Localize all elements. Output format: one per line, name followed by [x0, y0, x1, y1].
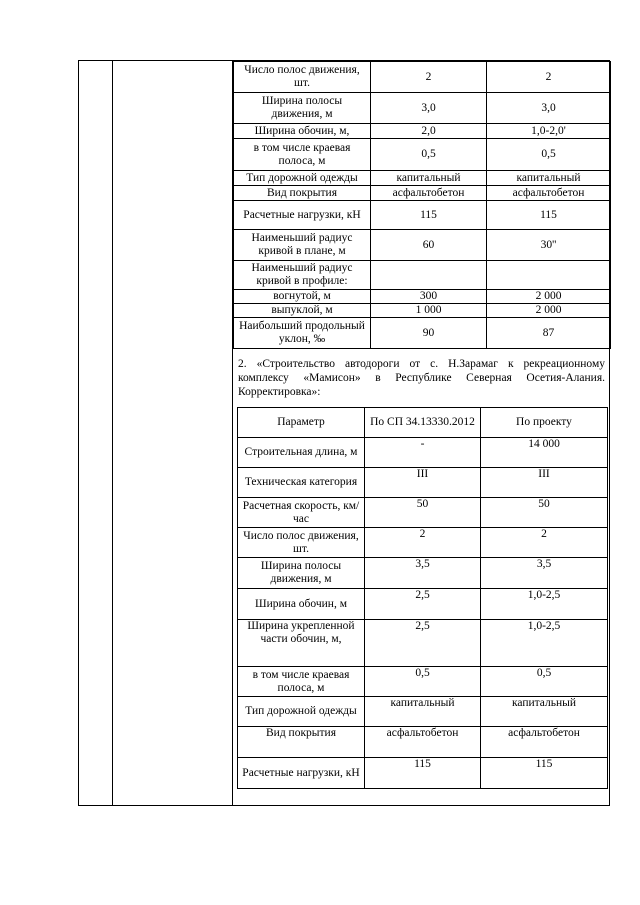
sp-cell: III — [365, 468, 481, 498]
sp-cell: - — [365, 438, 481, 468]
table-row — [234, 261, 611, 290]
sp-cell: 115 — [371, 201, 487, 230]
column-divider-1 — [112, 61, 113, 805]
param-cell: Техническая категория — [238, 468, 365, 498]
table-row — [234, 290, 611, 304]
table-row — [234, 124, 611, 139]
column-header-sp: По СП 34.13330.2012 — [365, 408, 481, 438]
project-cell: 2 — [487, 62, 611, 93]
table-row — [238, 498, 608, 528]
table-row — [234, 304, 611, 318]
project-cell: 0,5 — [481, 667, 608, 697]
param-cell: Наименьший радиус кривой в профиле: — [234, 261, 371, 290]
column-header-project: По проекту — [481, 408, 608, 438]
table-row — [238, 528, 608, 558]
param-cell: Ширина обочин, м — [238, 589, 365, 620]
param-cell: Тип дорожной одежды — [234, 171, 371, 186]
section-2-heading: 2. «Строительство автодороги от с. Н.Зарамаг к рекреационному комплексу «Мамисон» в Республике Северная Осетия-Алания. Корректировка»: — [238, 358, 605, 398]
parameters-table-2 — [237, 407, 608, 789]
sp-cell: 60 — [371, 230, 487, 261]
sp-cell: 2,0 — [371, 124, 487, 139]
table-row — [238, 697, 608, 727]
table-row — [234, 171, 611, 186]
sp-cell: 2,5 — [365, 589, 481, 620]
project-cell: капитальный — [487, 171, 611, 186]
param-cell: в том числе краевая полоса, м — [234, 139, 371, 171]
param-cell: в том числе краевая полоса, м — [238, 667, 365, 697]
param-cell: выпуклой, м — [234, 304, 371, 318]
table-row — [238, 589, 608, 620]
outer-table-frame — [78, 60, 610, 806]
sp-cell: 0,5 — [371, 139, 487, 171]
table-row — [238, 468, 608, 498]
table-row — [234, 318, 611, 349]
project-cell: 115 — [487, 201, 611, 230]
table-row — [234, 62, 611, 93]
project-cell: 1,0-2,5 — [481, 620, 608, 667]
project-cell: 115 — [481, 758, 608, 789]
sp-cell: 3,0 — [371, 93, 487, 124]
param-cell: Тип дорожной одежды — [238, 697, 365, 727]
sp-cell: 2 — [371, 62, 487, 93]
sp-cell — [371, 261, 487, 290]
param-cell: Расчетные нагрузки, кН — [238, 758, 365, 789]
project-cell — [487, 261, 611, 290]
content-cell — [233, 61, 609, 805]
sp-cell: 90 — [371, 318, 487, 349]
table-row — [234, 93, 611, 124]
project-cell: 2 000 — [487, 290, 611, 304]
table-row — [238, 667, 608, 697]
param-cell: Число полос движения, шт. — [234, 62, 371, 93]
sp-cell: 115 — [365, 758, 481, 789]
param-cell: Вид покрытия — [238, 727, 365, 758]
parameters-table-1 — [233, 61, 611, 349]
project-cell: 0,5 — [487, 139, 611, 171]
project-cell: 3,5 — [481, 558, 608, 589]
sp-cell: асфальтобетон — [365, 727, 481, 758]
table-row — [234, 139, 611, 171]
project-cell: 2 000 — [487, 304, 611, 318]
param-cell: Число полос движения, шт. — [238, 528, 365, 558]
param-cell: Ширина укрепленной части обочин, м, — [238, 620, 365, 667]
param-cell: Ширина полосы движения, м — [238, 558, 365, 589]
table-row — [238, 438, 608, 468]
table-row — [234, 186, 611, 201]
project-cell: 30'' — [487, 230, 611, 261]
project-cell: 50 — [481, 498, 608, 528]
param-cell: Вид покрытия — [234, 186, 371, 201]
sp-cell: 3,5 — [365, 558, 481, 589]
sp-cell: асфальтобетон — [371, 186, 487, 201]
project-cell: капитальный — [481, 697, 608, 727]
table-row — [238, 758, 608, 789]
sp-cell: 1 000 — [371, 304, 487, 318]
column-header-param: Параметр — [238, 408, 365, 438]
project-cell: асфальтобетон — [481, 727, 608, 758]
table-row — [238, 558, 608, 589]
table-header-row — [238, 408, 608, 438]
project-cell: 2 — [481, 528, 608, 558]
table-row — [234, 230, 611, 261]
param-cell: Наименьший радиус кривой в плане, м — [234, 230, 371, 261]
sp-cell: капитальный — [365, 697, 481, 727]
param-cell: Расчетная скорость, км/час — [238, 498, 365, 528]
param-cell: вогнутой, м — [234, 290, 371, 304]
sp-cell: 0,5 — [365, 667, 481, 697]
param-cell: Строительная длина, м — [238, 438, 365, 468]
project-cell: 3,0 — [487, 93, 611, 124]
project-cell: 87 — [487, 318, 611, 349]
project-cell: 14 000 — [481, 438, 608, 468]
project-cell: 1,0-2,0' — [487, 124, 611, 139]
project-cell: асфальтобетон — [487, 186, 611, 201]
param-cell: Расчетные нагрузки, кН — [234, 201, 371, 230]
sp-cell: капитальный — [371, 171, 487, 186]
param-cell: Ширина полосы движения, м — [234, 93, 371, 124]
table-row — [238, 727, 608, 758]
sp-cell: 2,5 — [365, 620, 481, 667]
project-cell: III — [481, 468, 608, 498]
sp-cell: 300 — [371, 290, 487, 304]
project-cell: 1,0-2,5 — [481, 589, 608, 620]
param-cell: Ширина обочин, м, — [234, 124, 371, 139]
sp-cell: 2 — [365, 528, 481, 558]
table-row — [234, 201, 611, 230]
param-cell: Наибольший продольный уклон, ‰ — [234, 318, 371, 349]
sp-cell: 50 — [365, 498, 481, 528]
table-row — [238, 620, 608, 667]
